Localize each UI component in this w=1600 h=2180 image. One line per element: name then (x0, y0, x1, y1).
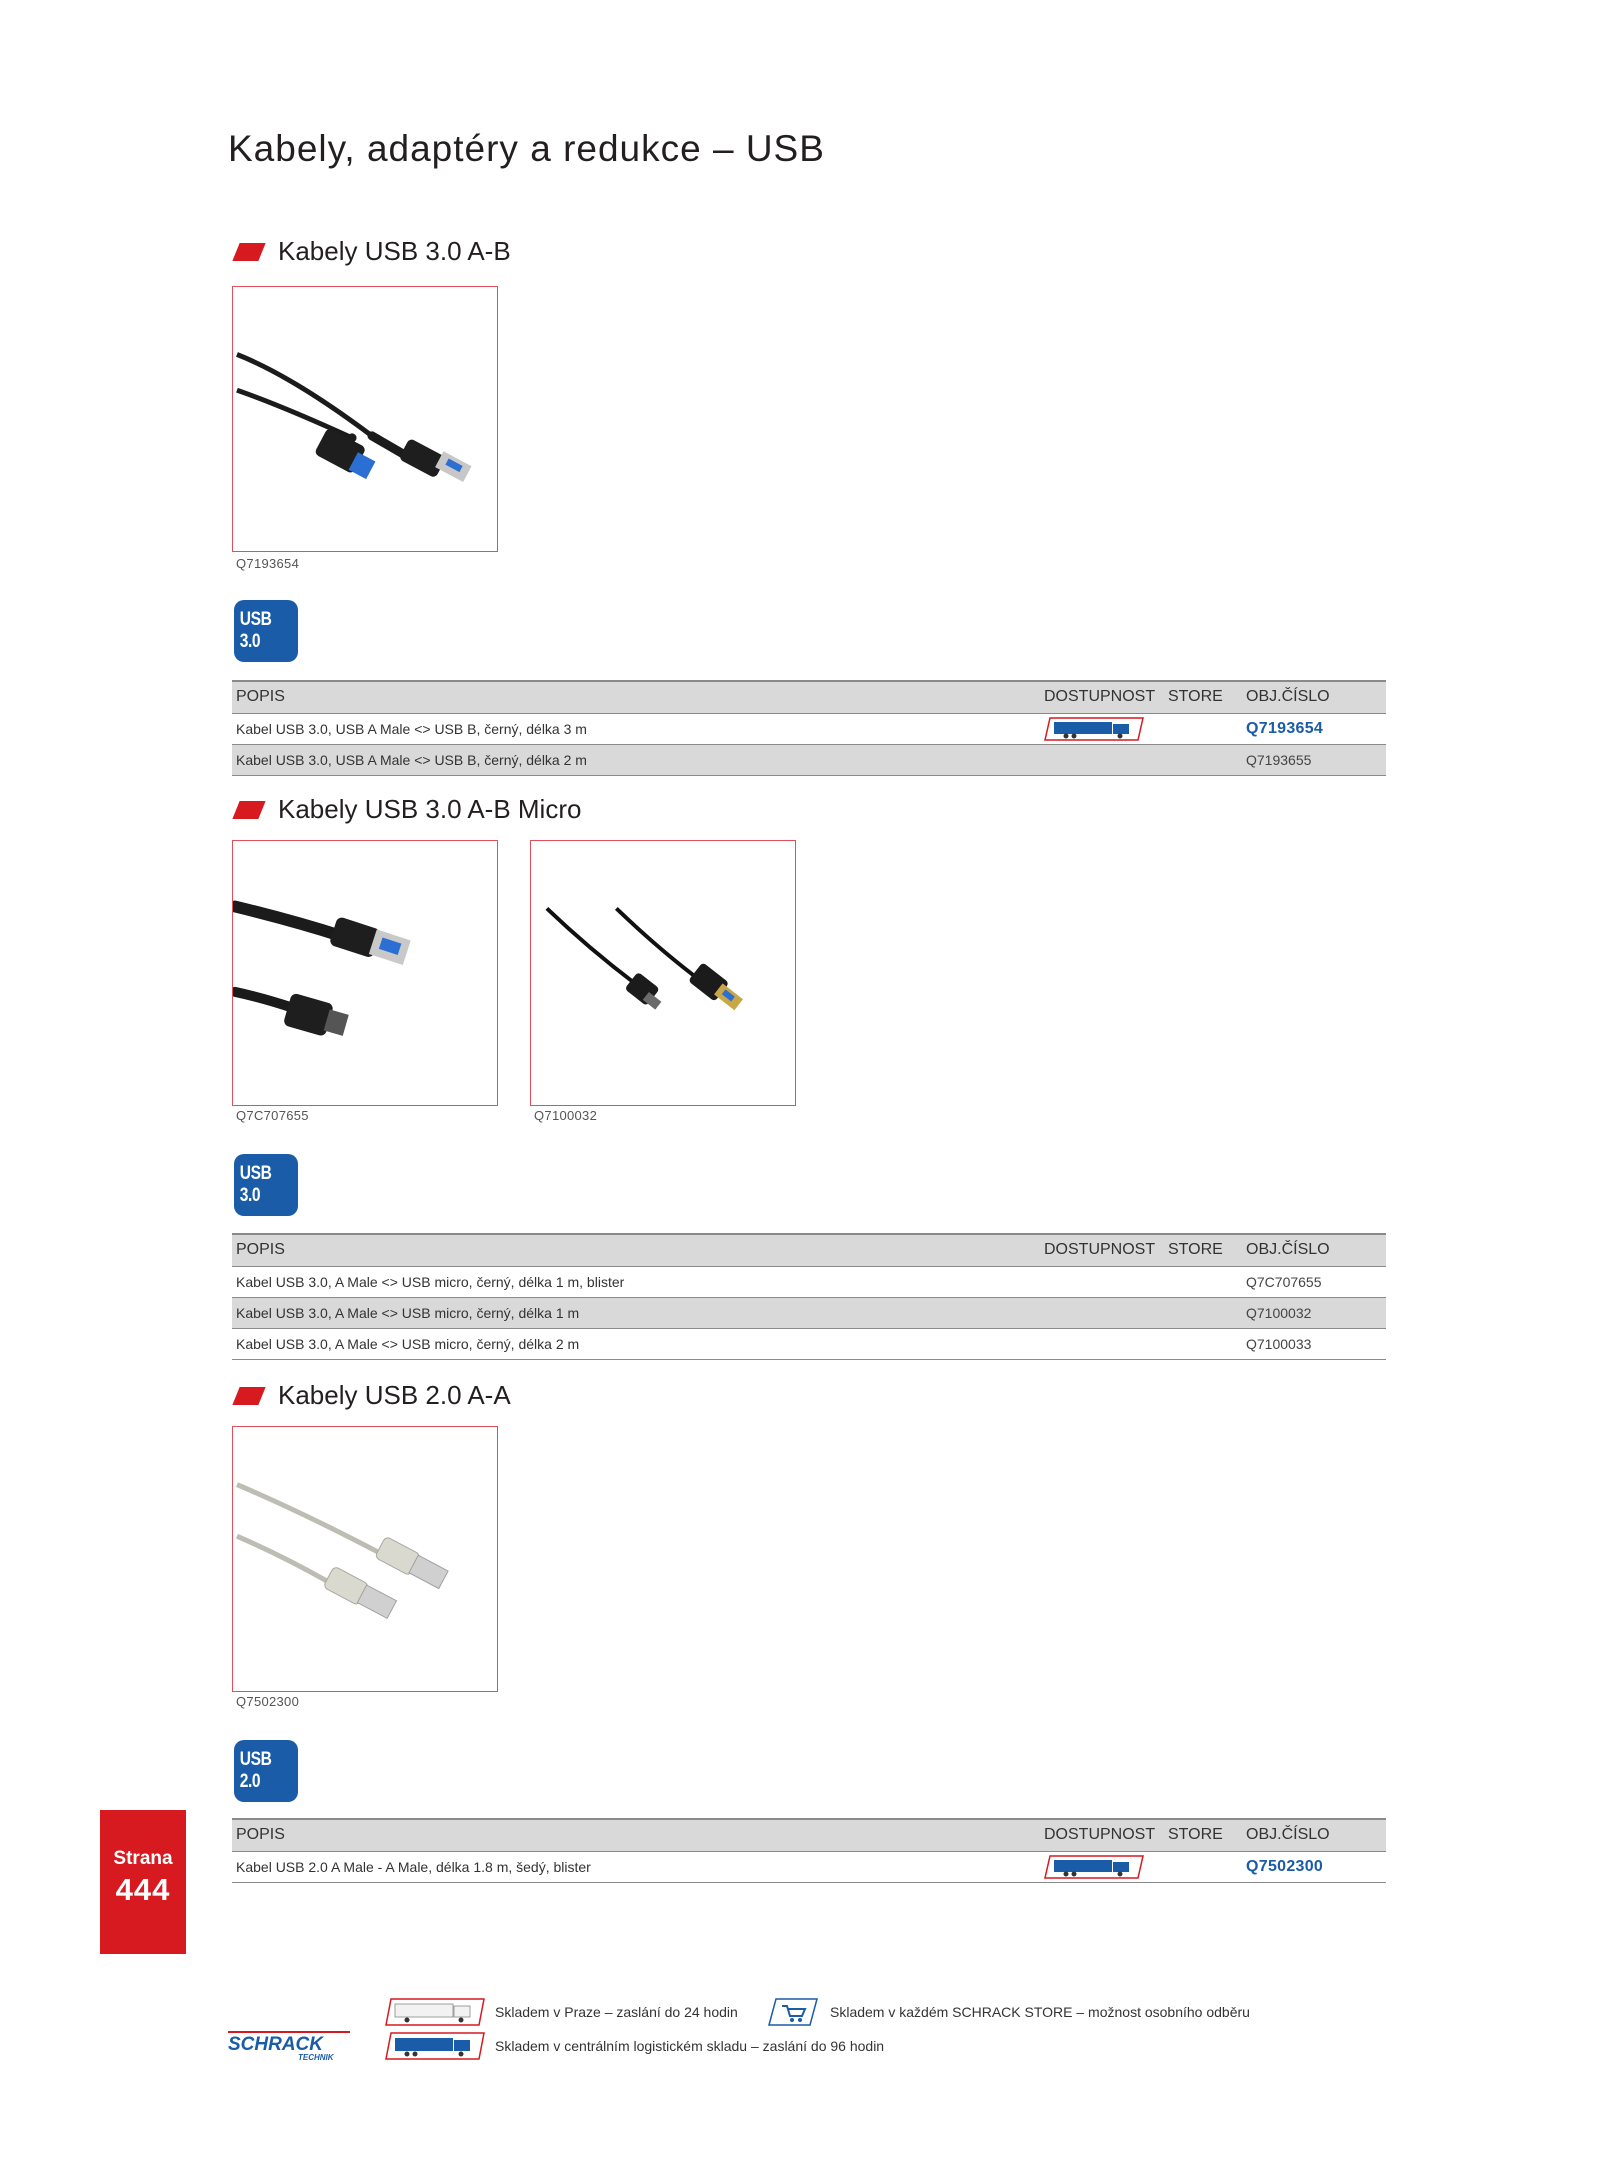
svg-text:SCHRACK: SCHRACK (228, 2034, 323, 2055)
header-store: STORE (1168, 1241, 1223, 1259)
availability-cell (1040, 1297, 1164, 1328)
product-image-micro-1[interactable] (232, 840, 498, 1106)
section-heading-usb30-ab (232, 236, 511, 267)
legend-text: Skladem v Praze – zaslání do 24 hodin (495, 2004, 738, 2020)
order-number[interactable]: Q7C707655 (1246, 1273, 1322, 1290)
order-number[interactable]: Q7100032 (1246, 1304, 1312, 1321)
usb30-logo-icon: USB 3.0 (234, 600, 298, 662)
page-title: Kabely, adaptéry a redukce – USB (228, 128, 825, 169)
header-popis: POPIS (236, 688, 285, 706)
section-title: Kabely USB 3.0 A-B (278, 236, 511, 266)
header-obj-cislo: OBJ.ČÍSLO (1246, 688, 1330, 706)
store-cell (1164, 713, 1236, 744)
availability-cell (1040, 1328, 1164, 1359)
availability-cell (1040, 1266, 1164, 1297)
product-caption: Q7100032 (534, 1108, 598, 1123)
row-description: Kabel USB 3.0, USB A Male <> USB B, černý, délka 3 m (236, 720, 587, 737)
availability-cell (1040, 713, 1164, 744)
legend-central (385, 2032, 884, 2060)
page-label: Strana (113, 1848, 173, 1869)
table-row[interactable] (232, 1297, 1386, 1328)
header-popis: POPIS (236, 1241, 285, 1259)
usb-micro-cable-image (531, 841, 795, 1105)
legend-text: Skladem v centrálním logistickém skladu – zaslání do 96 hodin (495, 2038, 885, 2054)
header-dostupnost: DOSTUPNOST (1044, 688, 1156, 706)
row-description: Kabel USB 3.0, A Male <> USB micro, černý, délka 2 m (236, 1335, 580, 1352)
header-popis: POPIS (236, 1826, 285, 1844)
blue-truck-icon (385, 2032, 485, 2060)
table-header-row (232, 1234, 1386, 1266)
row-description: Kabel USB 3.0, USB A Male <> USB B, černý, délka 2 m (236, 751, 587, 768)
table-header-row (232, 1819, 1386, 1851)
product-image-usb20-aa[interactable] (232, 1426, 498, 1692)
header-dostupnost: DOSTUPNOST (1044, 1241, 1156, 1259)
product-image-micro-2[interactable] (530, 840, 796, 1106)
product-image-usb30-ab[interactable] (232, 286, 498, 552)
table-row[interactable] (232, 1266, 1386, 1297)
page-number-tab (100, 1810, 186, 1954)
section-marker-icon (232, 243, 265, 261)
store-cell (1164, 1297, 1236, 1328)
header-dostupnost: DOSTUPNOST (1044, 1826, 1156, 1844)
usb-micro-cable-image (233, 841, 497, 1105)
store-cell (1164, 1328, 1236, 1359)
schrack-logo (224, 2028, 354, 2062)
usb-cable-aa-image (233, 1427, 497, 1691)
svg-text:TECHNIK: TECHNIK (298, 2053, 334, 2062)
header-store: STORE (1168, 688, 1223, 706)
order-number[interactable]: Q7100033 (1246, 1335, 1312, 1352)
order-number[interactable]: Q7193654 (1246, 719, 1324, 737)
spec-table-usb30-micro (232, 1233, 1386, 1360)
usb30-logo-icon: USB 3.0 (234, 1154, 298, 1216)
shopping-cart-icon (768, 1998, 818, 2026)
product-caption: Q7193654 (236, 556, 300, 571)
legend-store (768, 1998, 1250, 2026)
legend-prague (385, 1998, 738, 2026)
availability-cell (1040, 1851, 1164, 1882)
store-cell (1164, 1851, 1236, 1882)
section-heading-usb30-ab-micro (232, 794, 581, 825)
table-header-row (232, 681, 1386, 713)
order-number[interactable]: Q7502300 (1246, 1857, 1324, 1875)
availability-cell (1040, 744, 1164, 775)
truck-icon (1044, 717, 1144, 741)
table-row[interactable] (232, 1328, 1386, 1359)
row-description: Kabel USB 3.0, A Male <> USB micro, černý, délka 1 m (236, 1304, 580, 1321)
usb-cable-ab-image (233, 287, 497, 551)
product-caption: Q7502300 (236, 1694, 300, 1709)
section-marker-icon (232, 1387, 265, 1405)
legend-text: Skladem v každém SCHRACK STORE – možnost osobního odběru (830, 2004, 1250, 2020)
section-marker-icon (232, 801, 265, 819)
order-number[interactable]: Q7193655 (1246, 751, 1312, 768)
table-row[interactable] (232, 744, 1386, 775)
page-number: 444 (115, 1872, 171, 1907)
white-truck-icon (385, 1998, 485, 2026)
row-description: Kabel USB 2.0 A Male - A Male, délka 1.8 m, šedý, blister (236, 1858, 591, 1875)
section-heading-usb20-aa (232, 1380, 511, 1411)
row-description: Kabel USB 3.0, A Male <> USB micro, černý, délka 1 m, blister (236, 1273, 625, 1290)
header-store: STORE (1168, 1826, 1223, 1844)
table-row[interactable] (232, 713, 1386, 744)
truck-icon (1044, 1855, 1144, 1879)
header-obj-cislo: OBJ.ČÍSLO (1246, 1826, 1330, 1844)
store-cell (1164, 744, 1236, 775)
store-cell (1164, 1266, 1236, 1297)
section-title: Kabely USB 2.0 A-A (278, 1380, 511, 1410)
section-title: Kabely USB 3.0 A-B Micro (278, 794, 582, 824)
table-row[interactable] (232, 1851, 1386, 1882)
spec-table-usb20-aa (232, 1818, 1386, 1883)
usb20-logo-icon: USB 2.0 (234, 1740, 298, 1802)
product-caption: Q7C707655 (236, 1108, 309, 1123)
spec-table-usb30-ab (232, 680, 1386, 776)
header-obj-cislo: OBJ.ČÍSLO (1246, 1241, 1330, 1259)
